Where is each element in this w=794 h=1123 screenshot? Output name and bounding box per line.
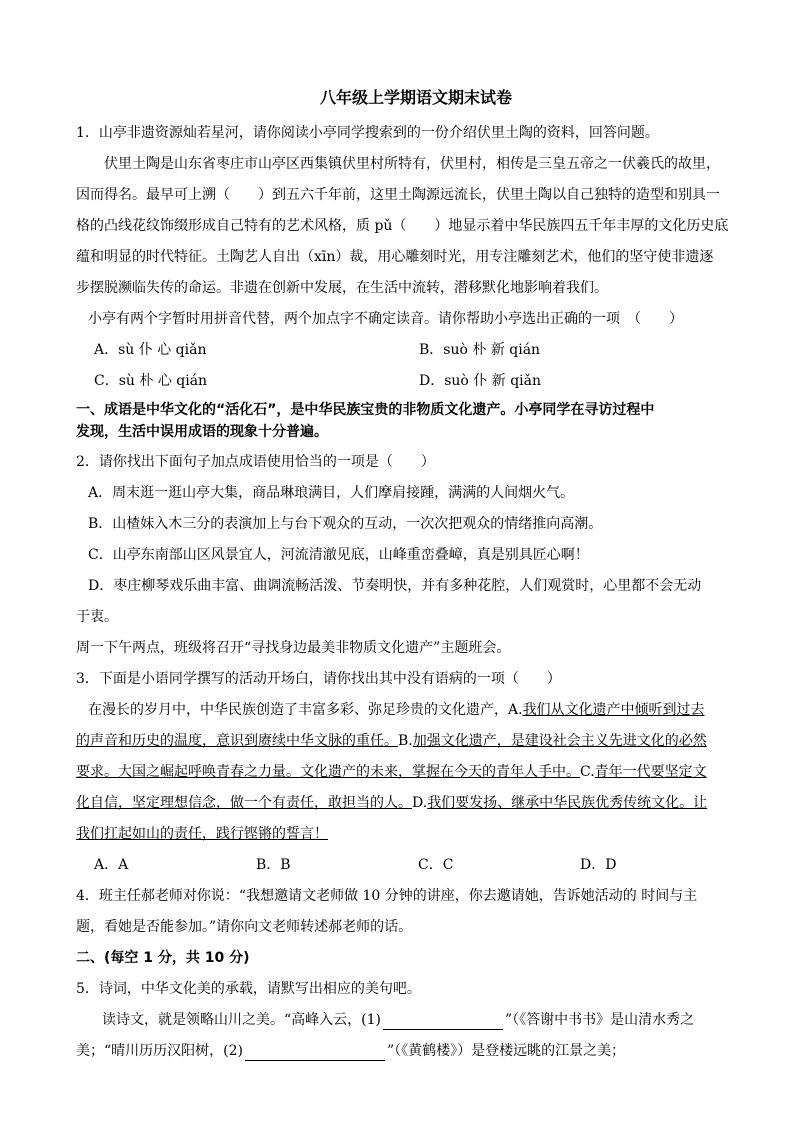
q3-sentence-d: 我们要发扬、继承中华民族优秀传统文化。让 bbox=[427, 795, 708, 811]
q2-option-d: D．枣庄柳琴戏乐曲丰富、曲调流畅活泼、节奏明快，并有多种花腔，人们观赏时，心里都不会无动 bbox=[88, 578, 702, 594]
q5-line bbox=[76, 1036, 756, 1067]
q2-stem: 2．请你找出下面句子加点成语使用恰当的一项是（ ） bbox=[76, 454, 435, 470]
exam-page bbox=[76, 84, 756, 1067]
q3-passage-line bbox=[76, 695, 756, 726]
q3-option-a: A．A bbox=[94, 857, 129, 873]
q5-stem: 5．诗词，中华文化美的承载，请默写出相应的美句吧。 bbox=[76, 981, 421, 997]
q5-text: ”（《黄鹤楼》）是登楼远眺的江景之美； bbox=[387, 1043, 626, 1059]
q4-stem: 4．班主任郝老师对你说：“我想邀请文老师做 10 分钟的讲座，你去邀请她，告诉她活动的 时间与主 bbox=[76, 888, 698, 904]
q5-blank-1[interactable] bbox=[383, 1011, 503, 1030]
q1-passage-line: 因而得名。最早可上溯（ ）到五六千年前，这里土陶源远流长，伏里土陶以自己独特的造型和别具一 bbox=[76, 187, 720, 203]
q2-option-a: A．周末逛一逛山亭大集，商品琳琅满目，人们摩肩接踵，满满的人间烟火气。 bbox=[88, 485, 575, 501]
q1-passage-line: 步摆脱濒临失传的命运。非遗在创新中发展，在生活中流转，潜移默化地影响着我们。 bbox=[76, 280, 608, 296]
q5-blank-2[interactable] bbox=[245, 1042, 385, 1061]
q1-option-a: A．sù 仆 心 qiǎn bbox=[94, 342, 207, 358]
meeting-notice: 周一下午两点，班级将召开“寻找身边最美非物质文化遗产”主题班会。 bbox=[76, 640, 511, 656]
section-1-heading: 一、成语是中华文化的“活化石”，是中华民族宝贵的非物质文化遗产。小亭同学在寻访过程中 bbox=[76, 402, 655, 418]
q1-passage-line: 格的凸线花纹饰缀形成自己特有的艺术风格，质 pǔ（ ）地显示着中华民族四五千年丰厚的文化历史底 bbox=[76, 218, 729, 234]
q3-sentence-b: 加强文化遗产，是建设社会主义先进文化的必然 bbox=[412, 733, 707, 749]
q3-marker-c: C. bbox=[580, 764, 595, 780]
q1-question: 小亭有两个字暂时用拼音代替，两个加点字不确定读音。请你帮助小亭选出正确的一项 （ ） bbox=[88, 311, 683, 327]
q3-marker-d: D. bbox=[412, 795, 428, 811]
q3-passage-line bbox=[76, 726, 756, 757]
q1-passage-line: 伏里土陶是山东省枣庄市山亭区西集镇伏里村所特有，伏里村，相传是三皇五帝之一伏羲氏的故里， bbox=[104, 156, 720, 172]
q3-option-b: B．B bbox=[256, 857, 291, 873]
q3-options-row bbox=[76, 850, 756, 881]
q1-option-b: B．suò 朴 新 qián bbox=[419, 342, 541, 358]
q5-text: 美；“晴川历历汉阳树，(2) bbox=[76, 1043, 243, 1059]
q1-options-row bbox=[76, 335, 756, 366]
q3-sentence-a: 的声音和历史的温度，意识到赓续中华文脉的重任。 bbox=[76, 733, 398, 749]
q3-sentence-c: 青年一代要坚定文 bbox=[594, 764, 707, 780]
q1-passage-line: 蕴和明显的时代特征。土陶艺人自出（xīn）裁，用心雕刻时光，用专注雕刻艺术，他们的坚守使非遗逐 bbox=[76, 249, 714, 265]
q1-option-c: C．sù 朴 心 qián bbox=[94, 373, 208, 389]
page-title: 八年级上学期语文期末试卷 bbox=[319, 88, 512, 107]
q5-text: ”（《答谢中书书》是山清水秀之 bbox=[505, 1012, 695, 1028]
q3-intro-text: 在漫长的岁月中，中华民族创造了丰富多彩、弥足珍贵的文化遗产，A. bbox=[88, 702, 523, 718]
q5-line bbox=[76, 1005, 756, 1036]
q1-option-d: D．suò 仆 新 qiǎn bbox=[419, 373, 542, 389]
q3-option-c: C．C bbox=[418, 857, 454, 873]
q2-option-d-continued: 于衷。 bbox=[76, 609, 118, 625]
q3-sentence-d: 我们扛起如山的责任，践行铿锵的誓言！ bbox=[76, 826, 328, 842]
q3-stem: 3．下面是小语同学撰写的活动开场白，请你找出其中没有语病的一项（ ） bbox=[76, 671, 561, 687]
section-1-heading: 发现，生活中误用成语的现象十分普遍。 bbox=[76, 424, 328, 440]
q3-passage-line bbox=[76, 757, 756, 788]
q3-passage-line bbox=[76, 819, 756, 850]
q3-sentence-a: 我们从文化遗产中倾听到过去 bbox=[522, 702, 705, 718]
q3-sentence-c: 化自信，坚定理想信念，做一个有责任，敢担当的人。 bbox=[76, 795, 412, 811]
section-2-heading: 二、(每空 1 分，共 10 分) bbox=[76, 950, 250, 966]
q2-option-c: C．山亭东南部山区风景宜人，河流清澈见底，山峰重峦叠嶂，真是别具匠心啊！ bbox=[88, 547, 589, 563]
q3-passage-line bbox=[76, 788, 756, 819]
q1-options-row bbox=[76, 366, 756, 397]
q4-stem-continued: 题，看她是否能参加。”请你向文老师转述郝老师的话。 bbox=[76, 919, 413, 935]
q2-option-b: B．山楂妹入木三分的表演加上与台下观众的互动，一次次把观众的情绪推向高潮。 bbox=[88, 516, 603, 532]
q3-sentence-b: 要求。大国之崛起呼唤青春之力量。文化遗产的未来，掌握在今天的青年人手中。 bbox=[76, 764, 580, 780]
q5-text: 读诗文，就是领略山川之美。“高峰入云，(1) bbox=[102, 1012, 381, 1028]
q3-marker-b: B. bbox=[398, 733, 413, 749]
q1-stem: 1．山亭非遗资源灿若星河，请你阅读小亭同学搜索到的一份介绍伏里土陶的资料，回答问题。 bbox=[76, 125, 659, 141]
q3-option-d: D．D bbox=[580, 857, 617, 873]
